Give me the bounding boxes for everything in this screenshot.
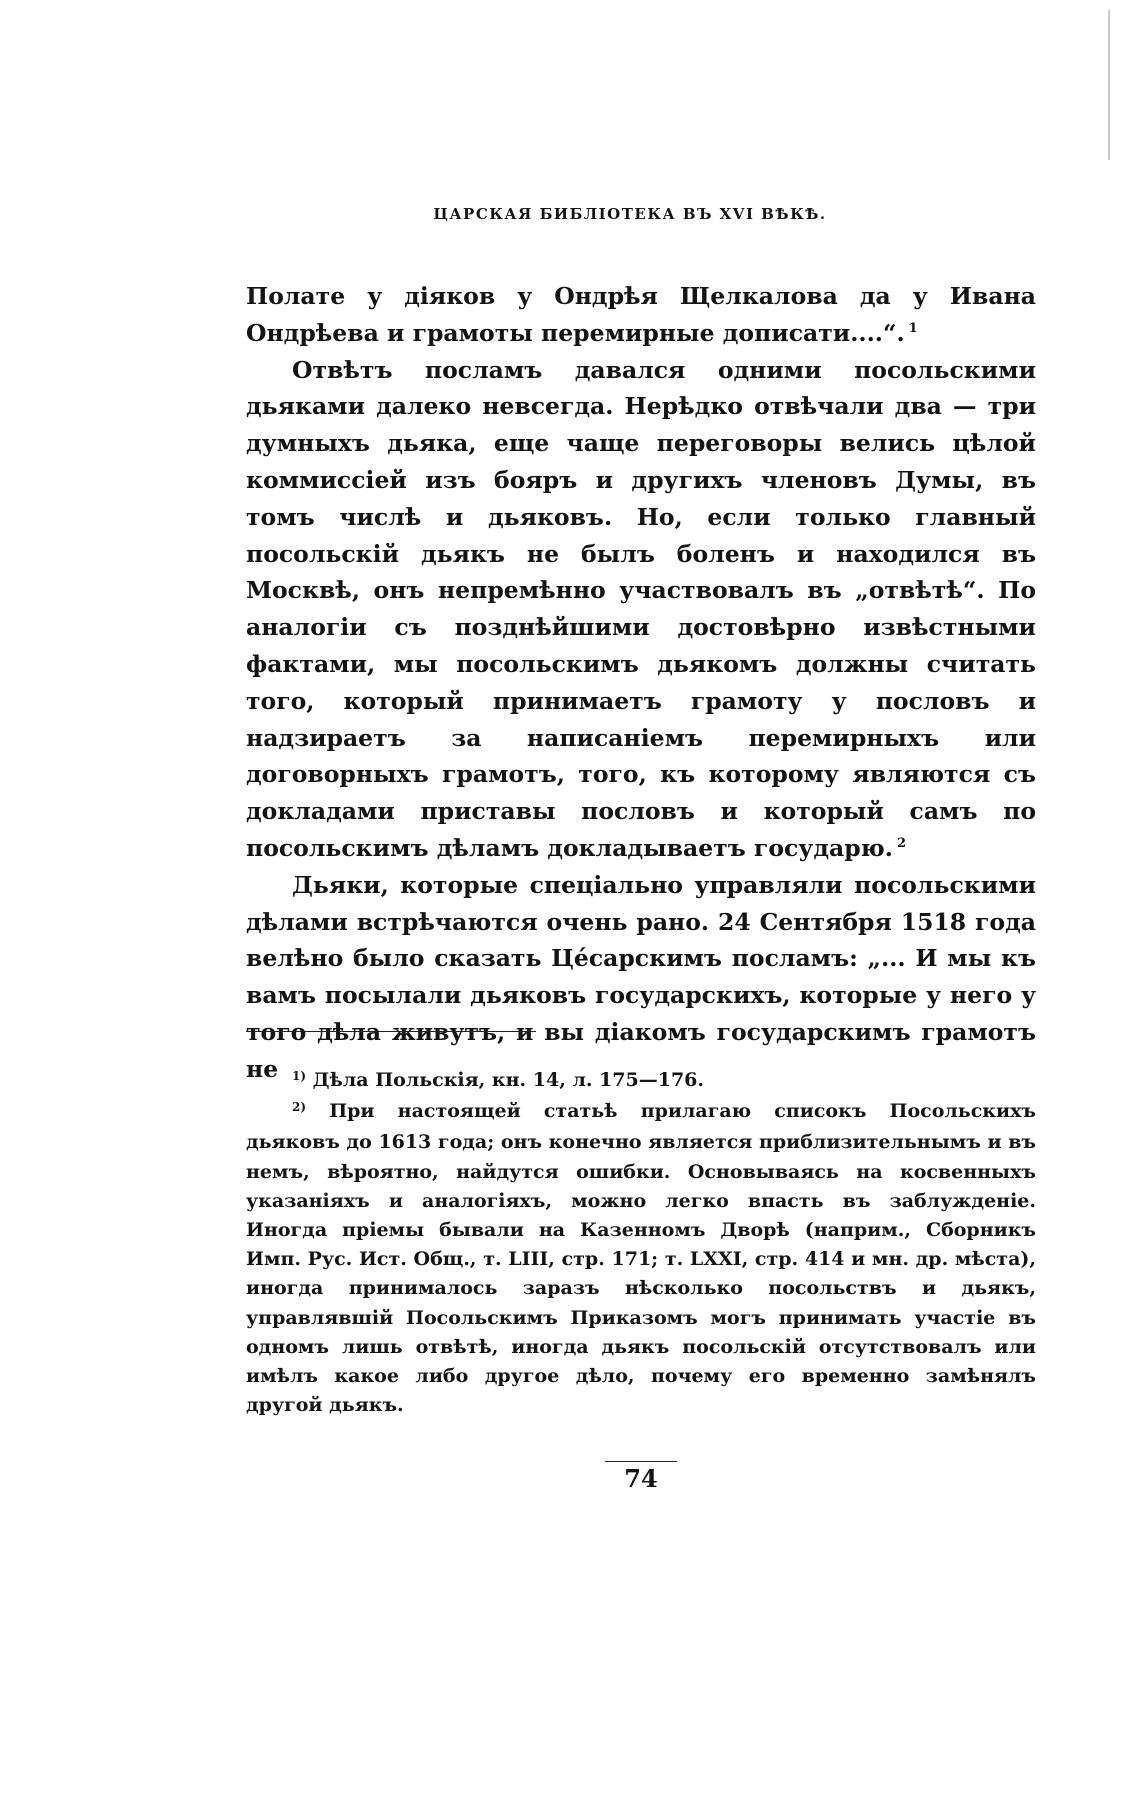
footnote-text: Дѣла Польскiя, кн. 14, л. 175—176.	[312, 1069, 705, 1091]
footnote-number: 1)	[292, 1069, 307, 1083]
footnote	[246, 1097, 1036, 1420]
footnote-ref: 1	[908, 320, 918, 336]
paragraph	[246, 278, 1036, 352]
page-number: 74	[624, 1464, 658, 1493]
footnote-text: При настоящей статьѣ прилагаю списокъ Посольскихъ дьяковъ до 1613 года; онъ конечно является приблизительнымъ и въ немъ, вѣроятно, найдутся ошибки. Основываясь на косвенныхъ указанiяхъ и аналогiяхъ, можно легко впасть въ заблужденiе. Иногда прiемы бывали на Казенномъ Дворѣ (наприм., Сборникъ Имп. Рус. Ист. Общ., т. LIII, стр. 171; т. LXXI, стр. 414 и мн. др. мѣста), иногда принималось заразъ нѣсколько посольствъ и дьякъ, управлявшiй Посольскимъ Приказомъ могъ принимать участiе въ одномъ лишь отвѣтѣ, иногда дьякъ посольскiй отсутствовалъ или имѣлъ какое либо другое дѣло, почему его временно замѣнялъ другой дьякъ.	[246, 1100, 1036, 1417]
footnote-ref: 2	[896, 835, 906, 851]
main-text	[246, 278, 1036, 1088]
paragraph	[246, 867, 1036, 1088]
paragraph-text: Отвѣтъ посламъ давался одними посольскими дьяками далеко невсегда. Нерѣдко отвѣчали два — три думныхъ дьяка, еще чаще переговоры велись цѣлой коммиссiей изъ бояръ и другихъ членовъ Думы, въ томъ числѣ и дьяковъ. Но, если только главный посольскiй дьякъ не былъ боленъ и находился въ Москвѣ, онъ непремѣнно участвовалъ въ „отвѣтѣ“. По аналогiи съ позднѣйшими достовѣрно извѣстными фактами, мы посольскимъ дьякомъ должны считать того, который принимаетъ грамоту у пословъ и надзираетъ за написанiемъ перемирныхъ или договорныхъ грамотъ, того, къ которому являются съ докладами приставы пословъ и который самъ по посольскимъ дѣламъ докладываетъ государю.	[246, 355, 1036, 862]
scan-edge-line	[1108, 10, 1110, 160]
footnote-separator	[246, 1031, 536, 1032]
paragraph-text: Полате у діяков у Ондрѣя Щелкалова да у Ивана Ондрѣева и грамоты перемирные дописати....“.	[246, 282, 1036, 347]
footnotes	[246, 1066, 1036, 1420]
paragraph	[246, 352, 1036, 867]
page-number-rule	[605, 1461, 677, 1462]
footnote	[246, 1066, 1036, 1097]
running-head: ЦАРСКАЯ БИБЛІОТЕКА ВЪ XVI ВѢКѢ.	[433, 205, 827, 223]
paragraph-text: Дьяки, которые спецiально управляли посольскими дѣлами встрѣчаются очень рано. 24 Сентября 1518 года велѣно было сказать Це́сарскимъ посламъ: „... И мы къ вамъ посылали дьяковъ государскихъ, которые у него у того дѣла живутъ, и вы дiакомъ государскимъ грамотъ не	[246, 870, 1036, 1083]
footnote-number: 2)	[292, 1100, 307, 1115]
